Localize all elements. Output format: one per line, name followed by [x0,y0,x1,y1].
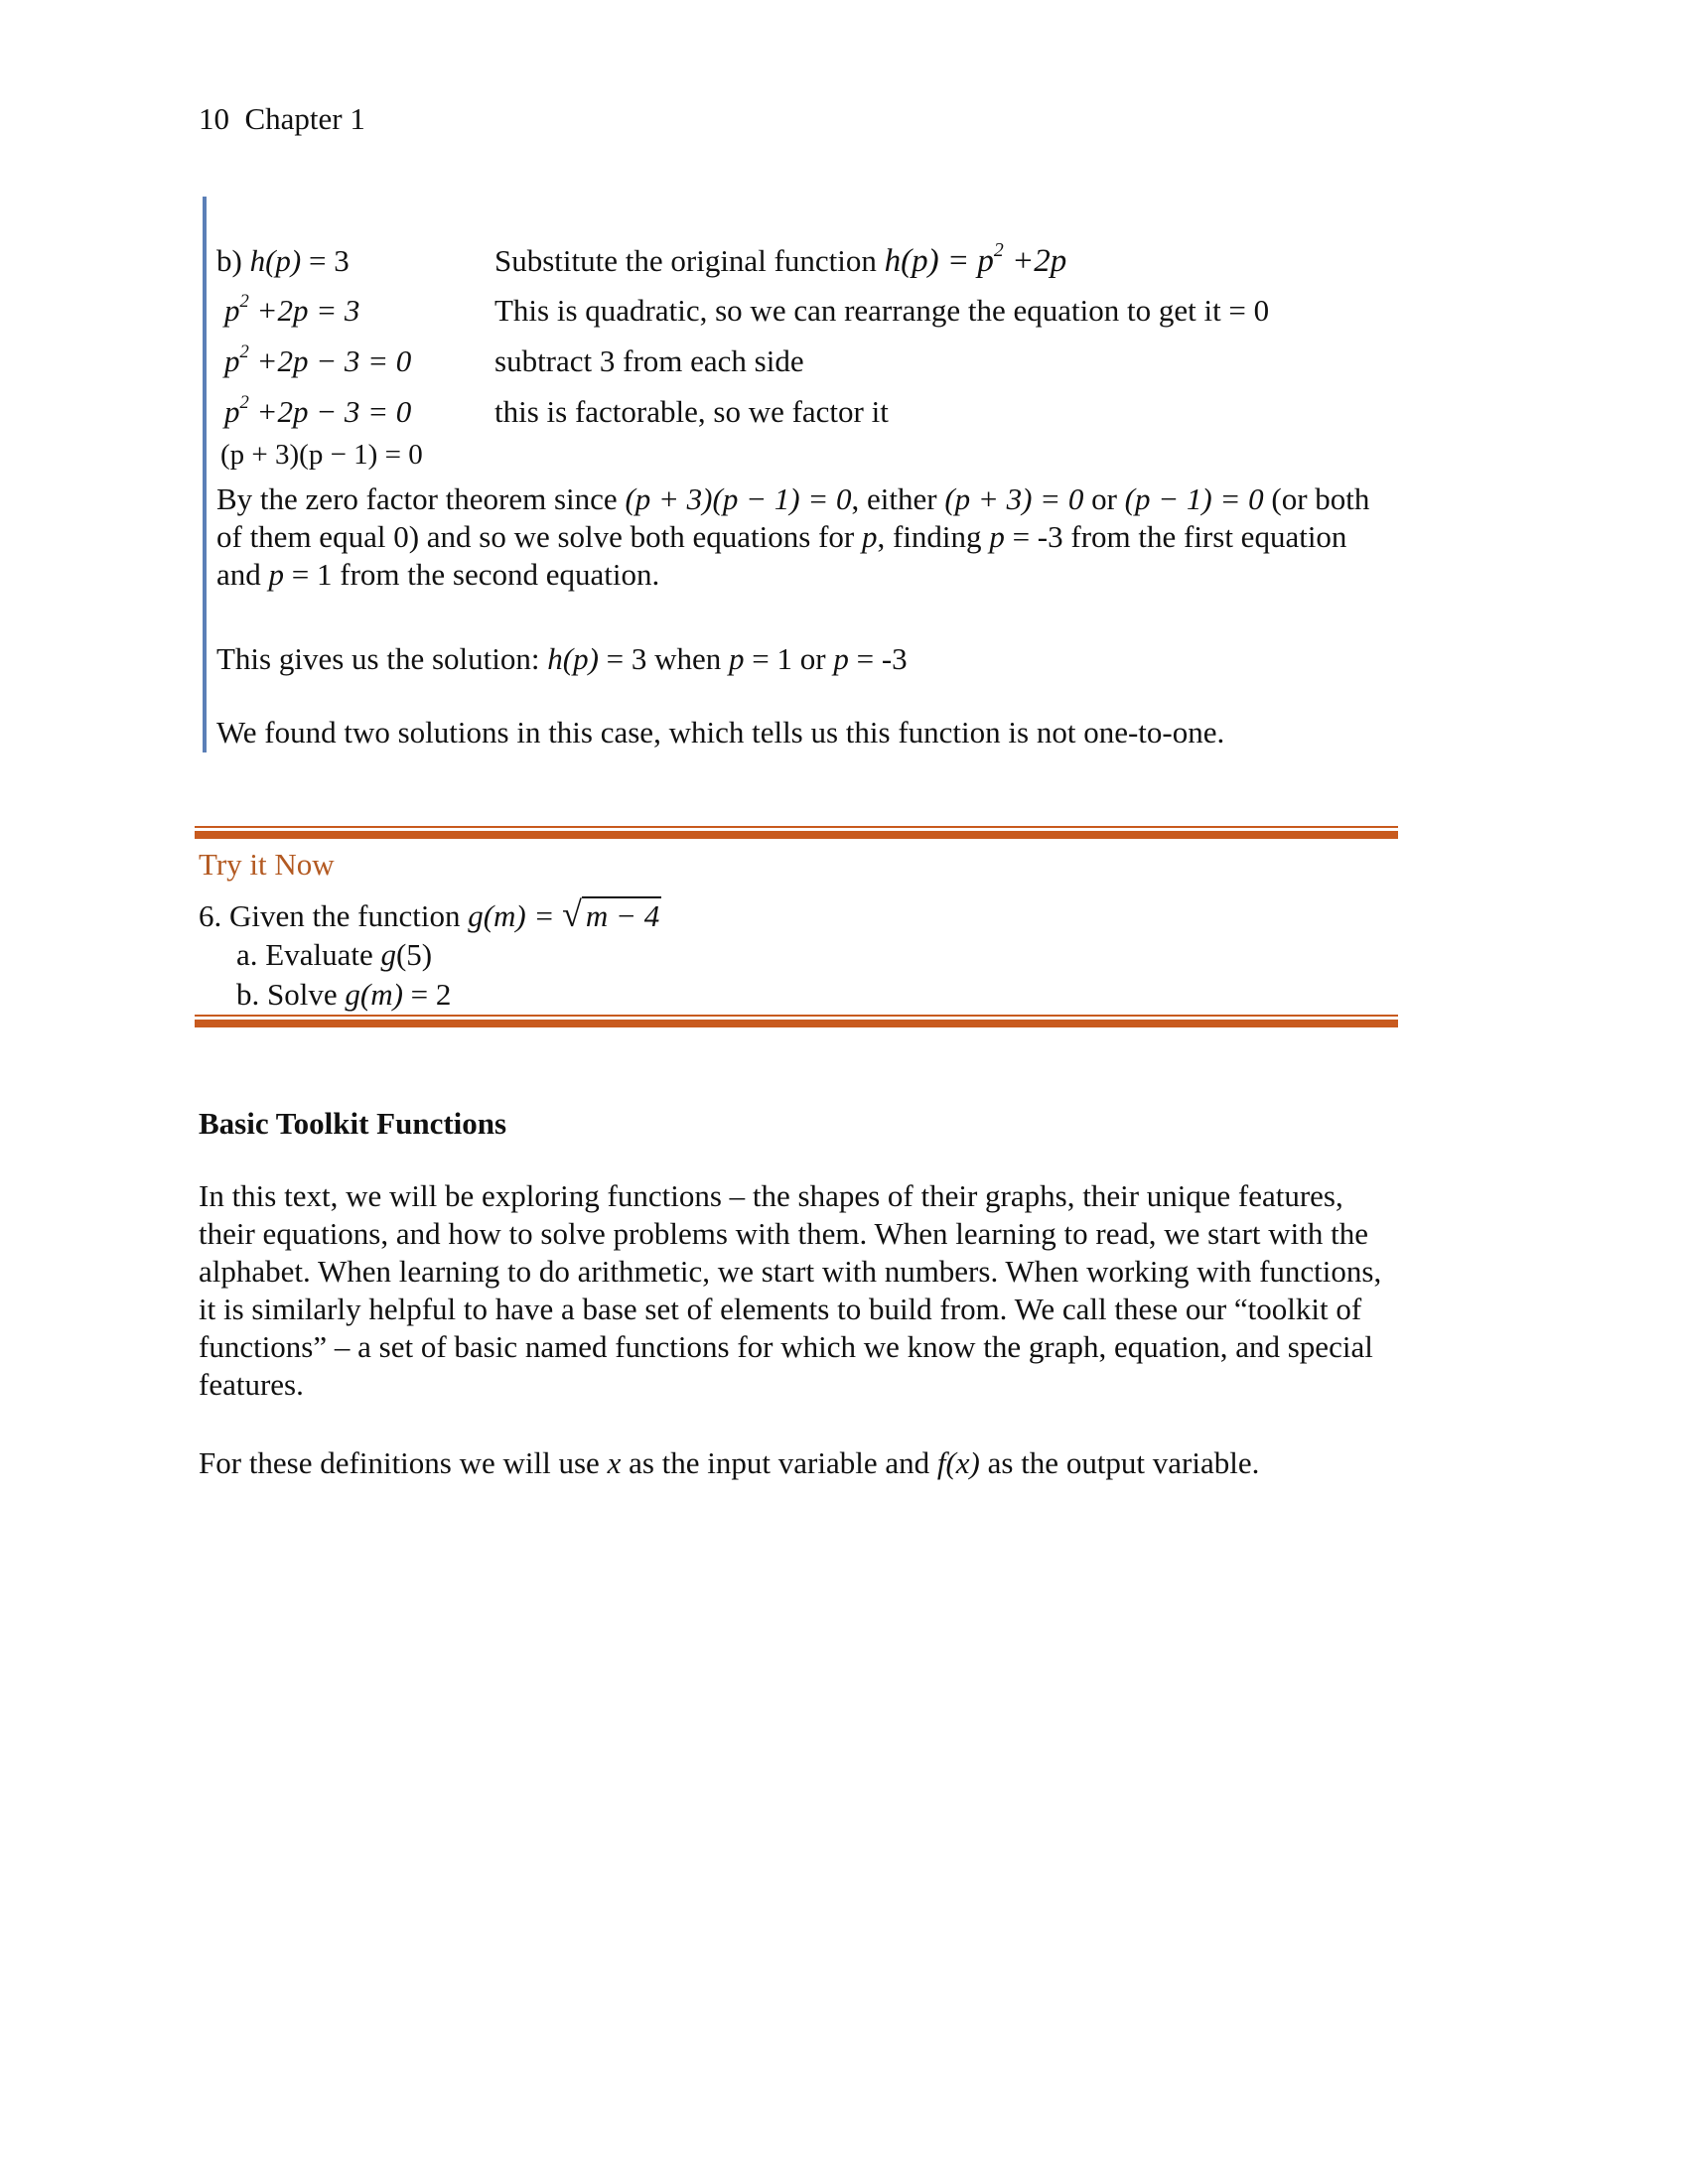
solution-line: This gives us the solution: h(p) = 3 when p = 1 or p = -3 [216,641,908,676]
example-row-2-left: $p^2 +2p = 3$ [224,290,360,328]
example-row-1-left: b) h(p) = 3 [216,243,350,278]
sqrt-symbol: √ m − 4 [562,894,660,934]
try-box-top-thin-rule [195,826,1398,828]
chapter-label: Chapter 1 [244,101,365,136]
try-box-bottom-thick-rule [195,1020,1398,1027]
try-problem-6: 6. Given the function g(m) = √ m − 4 [199,894,660,934]
try-item-a: a. Evaluate g(5) [236,937,433,972]
page-header [199,101,365,137]
try-item-b: b. Solve g(m) = 2 [236,977,452,1012]
section-paragraph-1: In this text, we will be exploring functions – the shapes of their graphs, their unique features, their equations, and how to solve problems with them. When learning to read, we start with the alphabet. When learning to do arithmetic, we start with numbers. When working with functions, it is similarly helpful to have a base set of elements to build from. We call these our “toolkit of functions” – a set of basic named functions for which we know the graph, equation, and special features. [199,1178,1382,1402]
example-row-2-note: This is quadratic, so we can rearrange the equation to get it = 0 [494,293,1270,328]
conclusion-line: We found two solutions in this case, which tells us this function is not one-to-one. [216,715,1225,750]
example-row-1-note: Substitute the original function $h(p) = p^2 +2p$ [494,239,1067,279]
zero-factor-paragraph: By the zero factor theorem since (p + 3)(p − 1) = 0, either (p + 3) = 0 or (p − 1) = 0 (or both of them equal 0) and so we solve both equations for p, finding p = -3 from the first equation and p = 1 from the second equation. [216,481,1370,592]
example-row-5-left: (p + 3)(p − 1) = 0 [220,439,423,471]
try-it-now-title: Try it Now [199,847,335,882]
example-row-4-note: this is factorable, so we factor it [494,394,889,429]
page-number: 10 [199,101,229,136]
example-row-3-left: $p^2 +2p - 3 = 0$ [224,341,412,378]
try-box-top-thick-rule [195,831,1398,839]
example-margin-bar [203,197,207,752]
section-paragraph-2: For these definitions we will use x as the input variable and f(x) as the output variable. [199,1445,1260,1480]
try-box-bottom-thin-rule [195,1015,1398,1017]
example-row-3-note: subtract 3 from each side [494,343,804,378]
example-row-4-left: $p^2 +2p - 3 = 0$ [224,391,412,429]
section-heading: Basic Toolkit Functions [199,1106,507,1141]
